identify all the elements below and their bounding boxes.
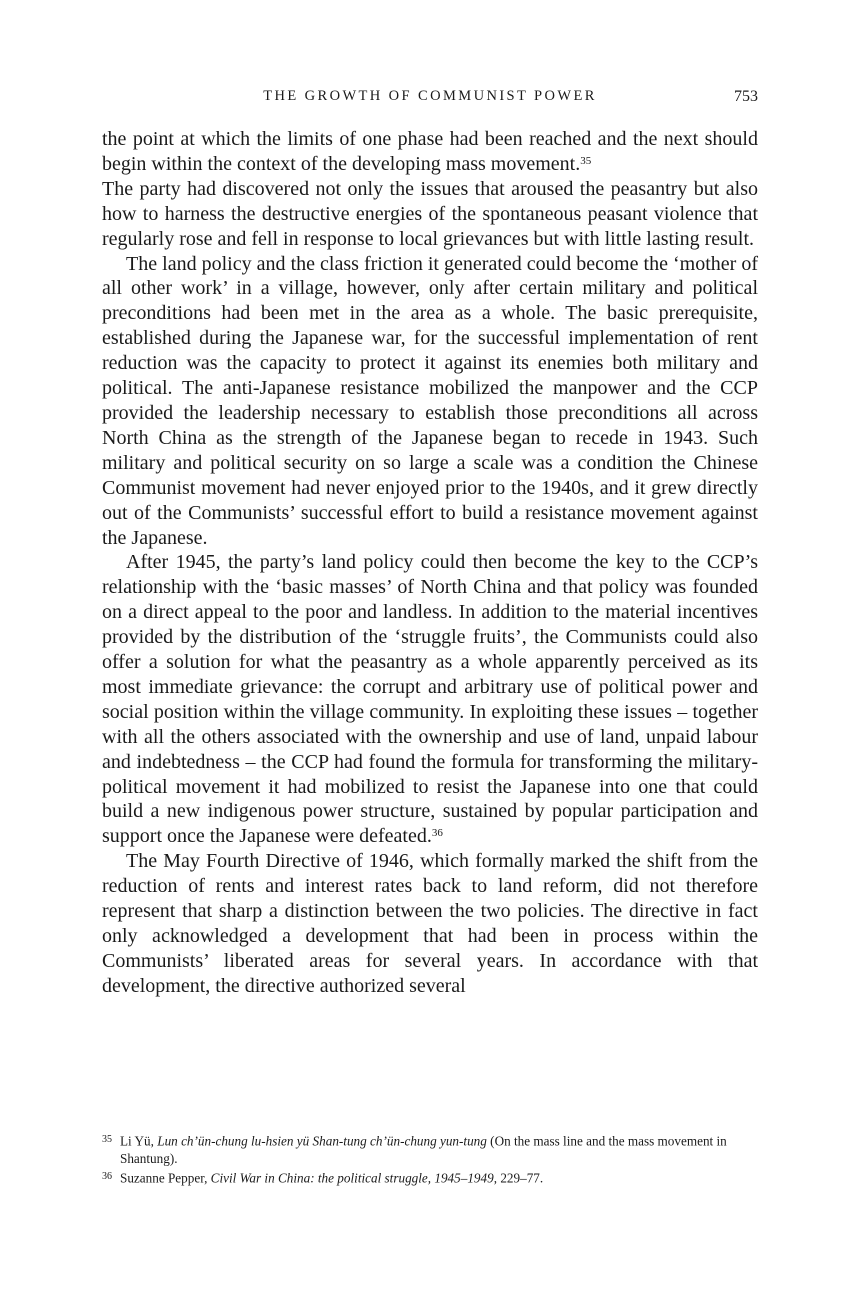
paragraph: [102, 849, 758, 998]
paragraph: [102, 127, 758, 177]
footnote-detail: , 229–77.: [493, 1170, 544, 1185]
footnote: [102, 1131, 758, 1168]
footnote-author: Li Yü,: [120, 1133, 158, 1149]
paragraph-text: After 1945, the party’s land policy could then become the key to the CCP’s relationship with the ‘basic masses’ of North China and that policy was founded on a direct appeal to the poor and landless. In addition to the material incentives provided by the distribution of the ‘struggle fruits’, the Communists could also offer a solution for what the peasantry as a whole apparently perceived as its most immediate grievance: the corrupt and arbitrary use of political power and social position within the village community. In exploiting these issues – together with all the others associated with the ownership and use of land, unpaid labour and indebtedness – the CCP had found the formula for transforming the military-political movement it had mobilized to resist the Japanese into one that could build a new indigenous power structure, sustained by popular participation and support once the Japanese were defeated.: [102, 551, 758, 848]
running-head: THE GROWTH OF COMMUNIST POWER: [263, 88, 597, 104]
page-number: 753: [734, 88, 758, 105]
paragraph: [102, 550, 758, 849]
footnote-ref: 35: [580, 154, 592, 167]
footnote-detail: (On the mass line and the mass movement in Shantung).: [120, 1133, 727, 1166]
footnote-author: Suzanne Pepper,: [120, 1170, 211, 1185]
footnote: [102, 1168, 758, 1187]
paragraph-text: The May Fourth Directive of 1946, which formally marked the shift from the reduction of rents and interest rates back to land reform, did not therefore represent that sharp a distinction between the two policies. The directive in fact only acknowledged a development that had been in process within the Communists’ liberated areas for several years. In accordance with that development, the directive authorized several: [102, 850, 758, 997]
paragraph-text: The land policy and the class friction it generated could become the ‘mother of all other work’ in a village, however, only after certain military and political preconditions had been met in the area as a whole. The basic prerequisite, established during the Japanese war, for the successful implementation of rent reduction was the capacity to protect it against its enemies both military and political. The anti-Japanese resistance mobilized the manpower and the CCP provided the leadership necessary to establish those preconditions all across North China as the strength of the Japanese began to recede in 1943. Such military and political security on so large a scale was a condition the Chinese Communist movement had never enjoyed prior to the 1940s, and it grew directly out of the Communists’ successful effort to build a resistance movement against the Japanese.: [102, 252, 758, 549]
page-header: [102, 88, 758, 118]
footnote-title: Civil War in China: the political struggle, 1945–1949: [210, 1170, 494, 1185]
footnote-number: 36: [102, 1170, 112, 1182]
footnote-number: 35: [102, 1134, 112, 1145]
footnotes: [102, 1131, 758, 1187]
paragraph-text: the point at which the limits of one phase had been reached and the next should begin within the context of the developing mass movement.: [102, 128, 758, 175]
footnote-title: Lun ch’ün-chung lu-hsien yü Shan-tung ch’ün-chung yun-tung: [157, 1133, 487, 1149]
paragraph: [102, 252, 758, 551]
paragraph-text: The party had discovered not only the issues that aroused the peasantry but also how to harness the destructive energies of the spontaneous peasant violence that regularly rose and fell in response to local grievances but with little lasting result.: [102, 177, 758, 250]
body-text: [102, 127, 758, 999]
footnote-ref: 36: [431, 827, 443, 840]
paragraph: [102, 177, 758, 252]
